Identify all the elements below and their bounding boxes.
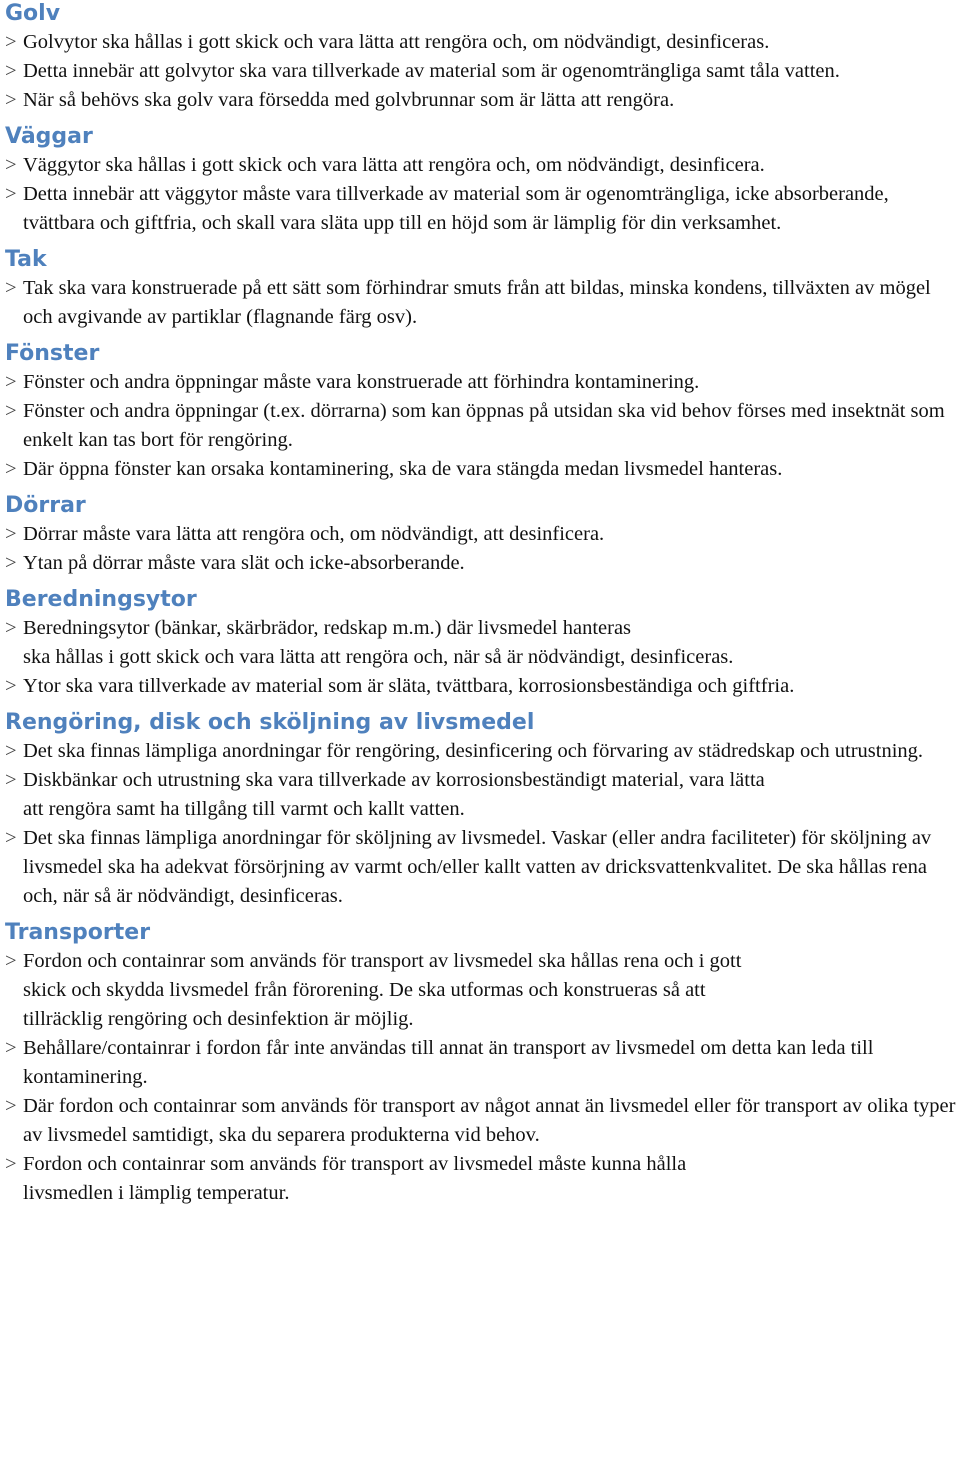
section-heading: Golv [5, 1, 61, 26]
list-item-text: Det ska finnas lämpliga anordningar för sköljning av livsmedel. Vaskar (eller andra faciliteter) för sköljning av livsmedel ska ha adekvat försörjning av varmt och/eller kallt vatten av dricksvattenkvalitet. De ska hållas rena och, när så är nödvändigt, desinficeras. [23, 827, 932, 907]
bullet-marker: > [5, 1153, 17, 1175]
list-item-text: Ytor ska vara tillverkade av material som är släta, tvättbara, korrosionsbeständiga och giftfria. [23, 675, 795, 697]
bullet-marker: > [5, 675, 17, 697]
list-item-text: Fordon och containrar som används för transport av livsmedel ska hållas rena och i gott skick och skydda livsmedel från förorening. De ska utformas och konstrueras så att tillräcklig rengöring och desinfektion är möjlig. [23, 950, 742, 1030]
list-item-text: Dörrar måste vara lätta att rengöra och, om nödvändigt, att desinficera. [23, 523, 605, 545]
list-item [5, 274, 960, 332]
section-heading: Dörrar [5, 493, 86, 518]
bullet-marker: > [5, 154, 17, 176]
list-item [5, 57, 960, 86]
list-item [5, 549, 960, 578]
bullet-marker: > [5, 1095, 17, 1117]
list-item-text: Det ska finnas lämpliga anordningar för rengöring, desinficering och förvaring av städredskap och utrustning. [23, 740, 924, 762]
list-item-text: När så behövs ska golv vara försedda med golvbrunnar som är lätta att rengöra. [23, 89, 675, 111]
section-heading: Transporter [5, 920, 151, 945]
section-transporter [5, 919, 960, 1208]
bullet-marker: > [5, 277, 17, 299]
bullet-marker: > [5, 769, 17, 791]
list-item-text: Detta innebär att väggytor måste vara tillverkade av material som är ogenomträngliga, icke absorberande, tvättbara och giftfria, och skall vara släta upp till en höjd som är lämplig för din verksamhet. [23, 183, 889, 234]
list-item-text: Tak ska vara konstruerade på ett sätt som förhindrar smuts från att bildas, minska kondens, tillväxten av mögel och avgivande av partiklar (flagnande färg osv). [23, 277, 931, 328]
bullet-marker: > [5, 617, 17, 639]
list-item [5, 1150, 960, 1208]
section-heading: Rengöring, disk och sköljning av livsmedel [5, 710, 535, 735]
bullet-marker: > [5, 1037, 17, 1059]
section-väggar [5, 123, 960, 238]
list-item [5, 151, 960, 180]
list-item [5, 737, 960, 766]
bullet-marker: > [5, 400, 17, 422]
section-golv [5, 0, 960, 115]
list-item [5, 1092, 960, 1150]
list-item-text: Detta innebär att golvytor ska vara tillverkade av material som är ogenomträngliga samt tåla vatten. [23, 60, 840, 82]
bullet-marker: > [5, 458, 17, 480]
list-item-text: Beredningsytor (bänkar, skärbrädor, redskap m.m.) där livsmedel hanteras ska hållas i gott skick och vara lätta att rengöra och, när så är nödvändigt, desinficeras. [23, 617, 734, 668]
section-tak [5, 246, 960, 332]
bullet-marker: > [5, 60, 17, 82]
list-item [5, 397, 960, 455]
list-item [5, 947, 960, 1034]
section-heading: Väggar [5, 124, 93, 149]
list-item [5, 614, 960, 672]
list-item [5, 28, 960, 57]
section-heading: Beredningsytor [5, 587, 197, 612]
list-item-text: Ytan på dörrar måste vara slät och icke-absorberande. [23, 552, 465, 574]
bullet-marker: > [5, 950, 17, 972]
list-item [5, 1034, 960, 1092]
bullet-marker: > [5, 89, 17, 111]
list-item-text: Golvytor ska hållas i gott skick och vara lätta att rengöra och, om nödvändigt, desinficeras. [23, 31, 770, 53]
section-heading: Tak [5, 247, 47, 272]
list-item [5, 520, 960, 549]
list-item [5, 672, 960, 701]
bullet-marker: > [5, 740, 17, 762]
bullet-marker: > [5, 183, 17, 205]
bullet-marker: > [5, 552, 17, 574]
section-rengöring [5, 709, 960, 911]
list-item [5, 368, 960, 397]
section-fönster [5, 340, 960, 484]
list-item-text: Där fordon och containrar som används för transport av något annat än livsmedel eller för transport av olika typer av livsmedel samtidigt, ska du separera produkterna vid behov. [23, 1095, 956, 1146]
list-item-text: Fönster och andra öppningar (t.ex. dörrarna) som kan öppnas på utsidan ska vid behov förses med insektnät som enkelt kan tas bort för rengöring. [23, 400, 945, 451]
list-item [5, 86, 960, 115]
list-item [5, 455, 960, 484]
section-dörrar [5, 492, 960, 578]
list-item-text: Fönster och andra öppningar måste vara konstruerade att förhindra kontaminering. [23, 371, 700, 393]
list-item [5, 766, 960, 824]
document-page [5, 0, 960, 1216]
bullet-marker: > [5, 31, 17, 53]
section-heading: Fönster [5, 341, 100, 366]
list-item-text: Där öppna fönster kan orsaka kontaminering, ska de vara stängda medan livsmedel hanteras. [23, 458, 783, 480]
bullet-marker: > [5, 523, 17, 545]
list-item-text: Fordon och containrar som används för transport av livsmedel måste kunna hålla livsmedlen i lämplig temperatur. [23, 1153, 687, 1204]
list-item-text: Diskbänkar och utrustning ska vara tillverkade av korrosionsbeständigt material, vara lätta att rengöra samt ha tillgång till varmt och kallt vatten. [23, 769, 765, 820]
list-item [5, 824, 960, 911]
bullet-marker: > [5, 827, 17, 849]
bullet-marker: > [5, 371, 17, 393]
section-beredningsytor [5, 586, 960, 701]
list-item [5, 180, 960, 238]
list-item-text: Väggytor ska hållas i gott skick och vara lätta att rengöra och, om nödvändigt, desinficera. [23, 154, 765, 176]
list-item-text: Behållare/containrar i fordon får inte användas till annat än transport av livsmedel om detta kan leda till kontaminering. [23, 1037, 874, 1088]
